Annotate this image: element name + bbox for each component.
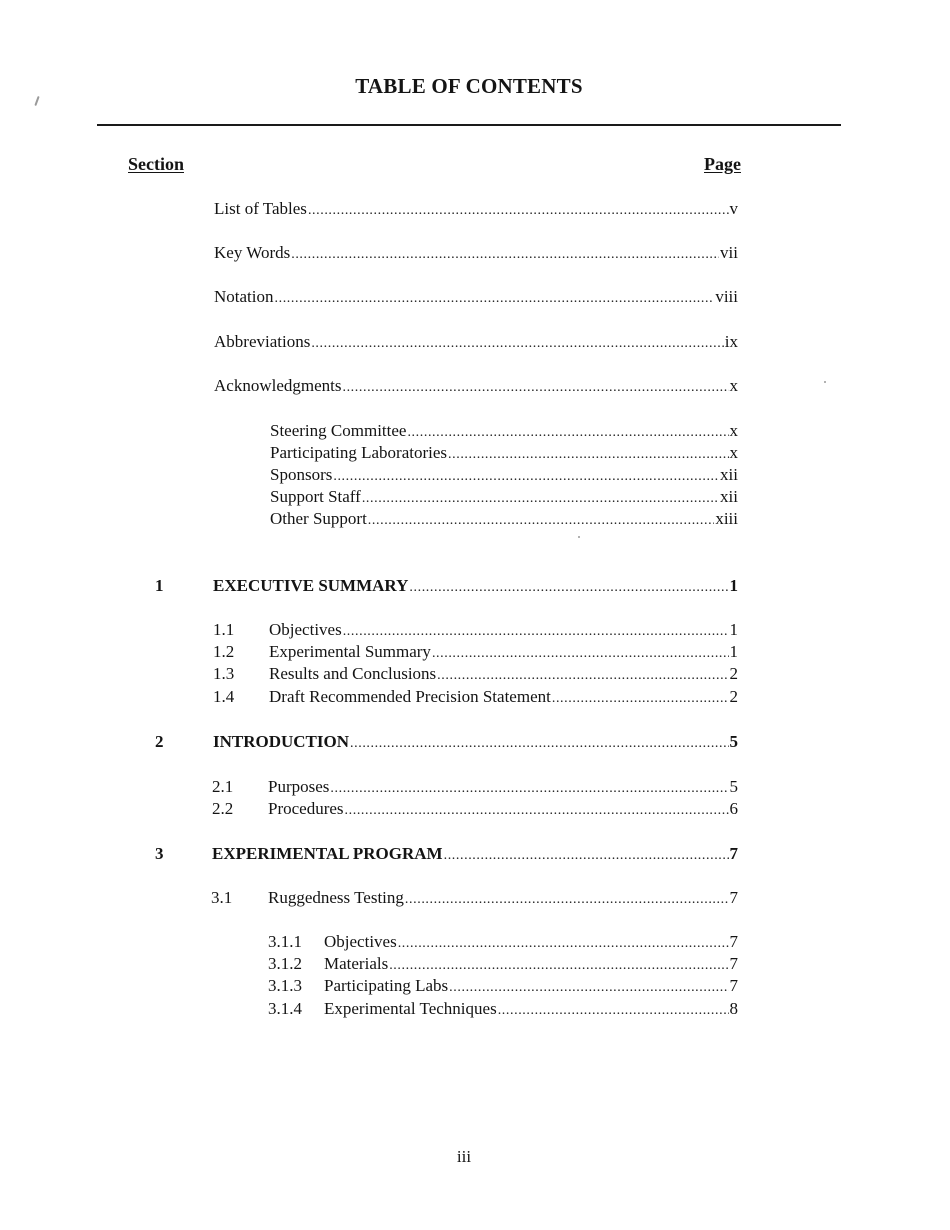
toc-entry-label: EXPERIMENTAL PROGRAM	[212, 844, 443, 863]
dot-leader	[343, 621, 729, 642]
toc-entry-label: Objectives	[269, 620, 342, 639]
subsection-number: 1.3	[213, 664, 235, 683]
toc-entry-page: 2	[729, 687, 738, 706]
dot-leader	[342, 377, 728, 398]
toc-entry-page: 7	[729, 954, 738, 973]
toc-entry-page: 7	[729, 932, 738, 951]
title-rule	[97, 124, 841, 126]
toc-entry-experimental-techniques[interactable]	[324, 998, 738, 1021]
dot-leader	[308, 200, 729, 221]
section-number: 3	[155, 844, 164, 863]
toc-entry-label: Participating Labs	[324, 976, 449, 995]
toc-entry-support-staff[interactable]	[270, 486, 738, 509]
dot-leader	[449, 977, 728, 998]
subsection-number: 1.2	[213, 642, 235, 661]
toc-entry-page: x	[729, 443, 738, 462]
toc-entry-label: Sponsors	[270, 465, 333, 484]
toc-entry-label: Materials	[324, 954, 389, 973]
subsection-number: 1.1	[213, 620, 235, 639]
toc-entry-page: 6	[729, 799, 738, 818]
dot-leader	[275, 288, 715, 309]
toc-entry-steering-committee[interactable]	[270, 420, 738, 443]
scan-speck	[578, 536, 580, 538]
subsection-number: 2.2	[212, 799, 234, 818]
toc-entry-page: 5	[729, 732, 738, 751]
toc-entry-label: Draft Recommended Precision Statement	[269, 687, 551, 706]
toc-entry-label: Steering Committee	[270, 421, 407, 440]
toc-entry-page: x	[729, 376, 738, 395]
toc-entry-results-and-conclusions[interactable]	[269, 663, 738, 686]
toc-entry-acknowledgments[interactable]	[214, 375, 738, 398]
toc-entry-objectives[interactable]	[269, 619, 738, 642]
toc-entry-label: Experimental Summary	[269, 642, 431, 661]
dot-leader	[405, 889, 729, 910]
scan-speck	[824, 381, 826, 383]
toc-entry-label: Acknowledgments	[214, 376, 342, 395]
page-column-header: Page	[704, 154, 741, 174]
toc-entry-label: Abbreviations	[214, 332, 311, 351]
toc-entry-label: Key Words	[214, 243, 291, 262]
dot-leader	[350, 733, 728, 754]
toc-entry-abbreviations[interactable]	[214, 331, 738, 354]
toc-entry-label: Participating Laboratories	[270, 443, 448, 462]
toc-entry-list-of-tables[interactable]	[214, 198, 738, 221]
dot-leader	[498, 1000, 729, 1021]
subsection-number: 1.4	[213, 687, 235, 706]
toc-entry-label: Results and Conclusions	[269, 664, 437, 683]
dot-leader	[409, 577, 728, 598]
toc-entry-objectives-3-1-1[interactable]	[324, 931, 738, 954]
dot-leader	[398, 933, 729, 954]
toc-entry-page: 2	[729, 664, 738, 683]
toc-entry-label: Objectives	[324, 932, 397, 951]
toc-entry-page: v	[729, 199, 738, 218]
dot-leader	[389, 955, 728, 976]
toc-entry-page: viii	[715, 287, 738, 306]
dot-leader	[330, 778, 728, 799]
toc-entry-page: 7	[729, 976, 738, 995]
dot-leader	[368, 510, 715, 531]
toc-entry-label: Notation	[214, 287, 274, 306]
toc-entry-participating-labs[interactable]	[324, 975, 738, 998]
dot-leader	[448, 444, 728, 465]
toc-entry-executive-summary[interactable]	[213, 575, 738, 598]
section-number: 1	[155, 576, 164, 595]
toc-entry-experimental-summary[interactable]	[269, 641, 738, 664]
dot-leader	[345, 800, 729, 821]
toc-entry-procedures[interactable]	[268, 798, 738, 821]
dot-leader	[437, 665, 728, 686]
toc-entry-label: Experimental Techniques	[324, 999, 497, 1018]
dot-leader	[333, 466, 719, 487]
dot-leader	[552, 688, 729, 709]
toc-entry-page: 1	[729, 576, 738, 595]
toc-entry-label: Support Staff	[270, 487, 361, 506]
dot-leader	[311, 333, 723, 354]
toc-entry-draft-recommended-precision-statement[interactable]	[269, 686, 738, 709]
toc-entry-label: Ruggedness Testing	[268, 888, 404, 907]
toc-entry-label: Purposes	[268, 777, 330, 796]
toc-entry-sponsors[interactable]	[270, 464, 738, 487]
page-number: iii	[456, 1147, 472, 1166]
dot-leader	[407, 422, 728, 443]
subsection-number: 2.1	[212, 777, 234, 796]
toc-entry-introduction[interactable]	[213, 731, 738, 754]
toc-entry-page: x	[729, 421, 738, 440]
toc-entry-page: xii	[720, 487, 738, 506]
toc-entry-key-words[interactable]	[214, 242, 738, 265]
toc-entry-page: 1	[729, 620, 738, 639]
toc-entry-page: xiii	[715, 509, 738, 528]
dot-leader	[444, 845, 729, 866]
toc-entry-page: 8	[729, 999, 738, 1018]
dot-leader	[362, 488, 719, 509]
toc-entry-label: INTRODUCTION	[213, 732, 350, 751]
section-number: 2	[155, 732, 164, 751]
toc-entry-label: Other Support	[270, 509, 367, 528]
toc-entry-page: ix	[724, 332, 738, 351]
toc-entry-page: vii	[720, 243, 738, 262]
subsubsection-number: 3.1.2	[268, 954, 302, 973]
subsubsection-number: 3.1.4	[268, 999, 302, 1018]
page-title: TABLE OF CONTENTS	[355, 74, 583, 98]
toc-entry-notation[interactable]	[214, 286, 738, 309]
toc-entry-label: EXECUTIVE SUMMARY	[213, 576, 409, 595]
toc-entry-label: List of Tables	[214, 199, 307, 218]
toc-entry-page: 7	[729, 844, 738, 863]
toc-entry-experimental-program[interactable]	[212, 843, 738, 866]
toc-entry-page: 1	[729, 642, 738, 661]
toc-entry-page: 5	[729, 777, 738, 796]
toc-entry-purposes[interactable]	[268, 776, 738, 799]
dot-leader	[432, 643, 729, 664]
dot-leader	[291, 244, 719, 265]
section-column-header: Section	[128, 154, 184, 174]
subsection-number: 3.1	[211, 888, 233, 907]
toc-entry-ruggedness-testing[interactable]	[268, 887, 738, 910]
subsubsection-number: 3.1.1	[268, 932, 302, 951]
toc-entry-participating-laboratories[interactable]	[270, 442, 738, 465]
toc-entry-other-support[interactable]	[270, 508, 738, 531]
toc-entry-page: xii	[720, 465, 738, 484]
toc-entry-label: Procedures	[268, 799, 344, 818]
toc-entry-materials[interactable]	[324, 953, 738, 976]
subsubsection-number: 3.1.3	[268, 976, 302, 995]
toc-entry-page: 7	[729, 888, 738, 907]
